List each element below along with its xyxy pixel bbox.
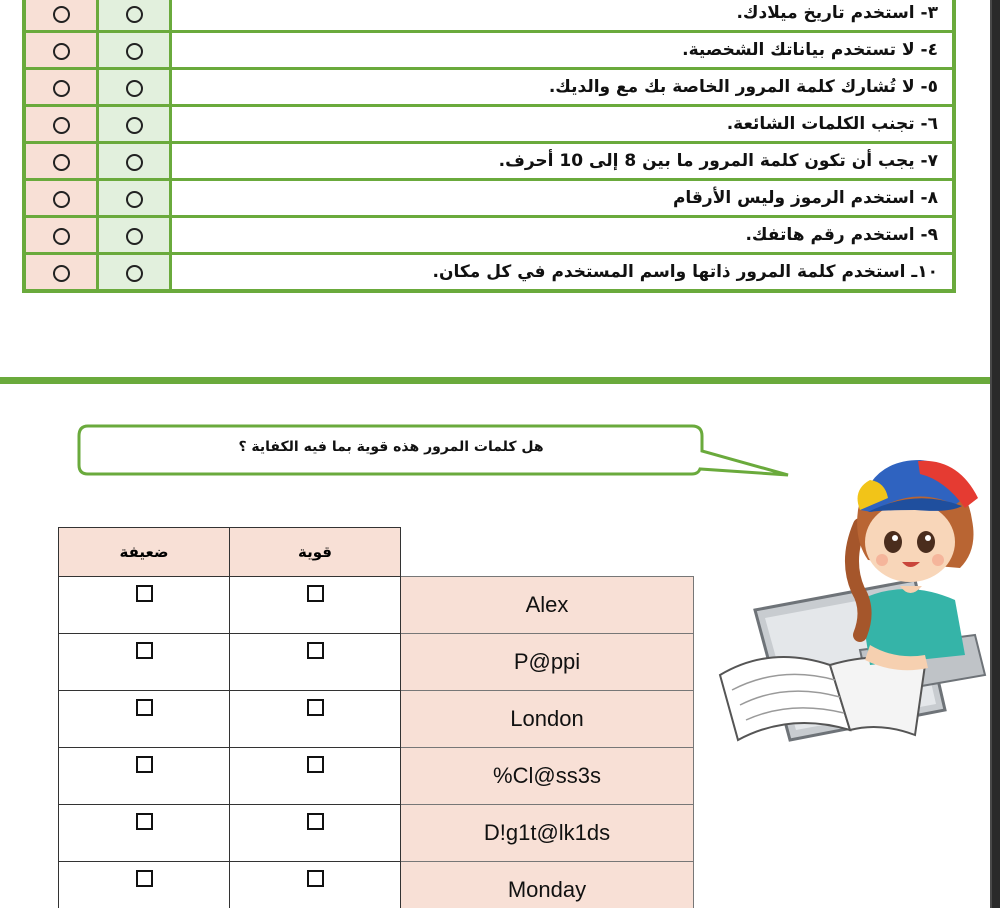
weak-checkbox-cell[interactable]	[59, 862, 230, 908]
weak-checkbox-cell[interactable]	[59, 577, 230, 634]
statement-cell	[171, 106, 955, 143]
statement-cell	[171, 69, 955, 106]
weak-checkbox-cell[interactable]	[59, 805, 230, 862]
checkbox-icon[interactable]	[136, 699, 153, 716]
statement-row	[24, 32, 954, 69]
radio-circle-icon[interactable]	[53, 43, 70, 60]
statement-text: ـ استخدم كلمة المرور ذاتها واسم المستخدم في كل مكان.	[432, 262, 918, 282]
radio-circle-icon[interactable]	[53, 154, 70, 171]
statement-row	[24, 217, 954, 254]
true-option-cell[interactable]	[98, 217, 171, 254]
false-option-cell[interactable]	[24, 106, 98, 143]
password-row	[59, 805, 694, 862]
true-option-cell[interactable]	[98, 254, 171, 292]
false-option-cell[interactable]	[24, 143, 98, 180]
password-cell: %Cl@ss3s	[401, 748, 694, 805]
statement-number: ٤	[927, 40, 938, 60]
statement-text: - تجنب الكلمات الشائعة.	[726, 114, 928, 134]
strong-checkbox-cell[interactable]	[230, 862, 401, 908]
true-option-cell[interactable]	[98, 143, 171, 180]
radio-circle-icon[interactable]	[53, 228, 70, 245]
strong-checkbox-cell[interactable]	[230, 691, 401, 748]
checkbox-icon[interactable]	[307, 870, 324, 887]
password-row	[59, 577, 694, 634]
statement-number: ٣	[927, 3, 938, 23]
statement-number: ١٠	[917, 262, 938, 282]
statement-text: - استخدم الرموز وليس الأرقام	[672, 188, 928, 208]
weak-checkbox-cell[interactable]	[59, 748, 230, 805]
table-header-row	[59, 528, 694, 577]
statement-number: ٨	[927, 188, 938, 208]
password-row	[59, 691, 694, 748]
header-blank-cell	[401, 528, 694, 577]
false-option-cell[interactable]	[24, 254, 98, 292]
header-weak: ضعيفة	[59, 528, 230, 577]
checkbox-icon[interactable]	[307, 699, 324, 716]
header-strong: قوية	[230, 528, 401, 577]
true-option-cell[interactable]	[98, 180, 171, 217]
statement-number: ٩	[927, 225, 938, 245]
password-cell: London	[401, 691, 694, 748]
false-option-cell[interactable]	[24, 32, 98, 69]
password-cell: D!g1t@lk1ds	[401, 805, 694, 862]
password-strength-table	[58, 527, 694, 908]
checkbox-icon[interactable]	[136, 585, 153, 602]
password-cell: P@ppi	[401, 634, 694, 691]
radio-circle-icon[interactable]	[53, 80, 70, 97]
checkbox-icon[interactable]	[136, 813, 153, 830]
checkbox-icon[interactable]	[136, 642, 153, 659]
checkbox-icon[interactable]	[307, 813, 324, 830]
statement-row	[24, 254, 954, 292]
statement-text: - يجب أن تكون كلمة المرور ما بين 8 إلى 10 أحرف.	[498, 151, 928, 171]
statement-row	[24, 69, 954, 106]
false-option-cell[interactable]	[24, 69, 98, 106]
statement-row	[24, 180, 954, 217]
radio-circle-icon[interactable]	[53, 191, 70, 208]
statement-row	[24, 143, 954, 180]
checkbox-icon[interactable]	[136, 870, 153, 887]
statement-text: - استخدم رقم هاتفك.	[745, 225, 928, 245]
radio-circle-icon[interactable]	[126, 265, 143, 282]
radio-circle-icon[interactable]	[126, 43, 143, 60]
checkbox-icon[interactable]	[307, 756, 324, 773]
section-divider	[0, 377, 990, 384]
weak-checkbox-cell[interactable]	[59, 691, 230, 748]
strong-checkbox-cell[interactable]	[230, 805, 401, 862]
statement-text: - لا تستخدم بياناتك الشخصية.	[682, 40, 928, 60]
radio-circle-icon[interactable]	[126, 6, 143, 23]
true-option-cell[interactable]	[98, 69, 171, 106]
true-option-cell[interactable]	[98, 106, 171, 143]
statement-cell	[171, 254, 955, 292]
statement-cell	[171, 217, 955, 254]
password-cell: Alex	[401, 577, 694, 634]
radio-circle-icon[interactable]	[126, 80, 143, 97]
statement-cell	[171, 180, 955, 217]
true-option-cell[interactable]	[98, 0, 171, 32]
checkbox-icon[interactable]	[307, 642, 324, 659]
true-option-cell[interactable]	[98, 32, 171, 69]
password-cell: Monday	[401, 862, 694, 908]
girl-with-laptop-illustration	[710, 450, 990, 750]
statement-cell	[171, 0, 955, 32]
radio-circle-icon[interactable]	[53, 117, 70, 134]
checkbox-icon[interactable]	[136, 756, 153, 773]
statement-number: ٥	[927, 77, 938, 97]
radio-circle-icon[interactable]	[126, 117, 143, 134]
password-row	[59, 862, 694, 908]
radio-circle-icon[interactable]	[53, 265, 70, 282]
strong-checkbox-cell[interactable]	[230, 634, 401, 691]
false-option-cell[interactable]	[24, 217, 98, 254]
speech-bubble	[78, 425, 704, 475]
radio-circle-icon[interactable]	[126, 228, 143, 245]
checkbox-icon[interactable]	[307, 585, 324, 602]
statement-text: - استخدم تاريخ ميلادك.	[736, 3, 928, 23]
password-row	[59, 748, 694, 805]
statement-row	[24, 0, 954, 32]
radio-circle-icon[interactable]	[126, 154, 143, 171]
strong-checkbox-cell[interactable]	[230, 577, 401, 634]
statement-cell	[171, 143, 955, 180]
statement-cell	[171, 32, 955, 69]
false-option-cell[interactable]	[24, 0, 98, 32]
password-row	[59, 634, 694, 691]
page-edge-shadow	[990, 0, 1000, 908]
statement-number: ٧	[927, 151, 938, 171]
radio-circle-icon[interactable]	[126, 191, 143, 208]
statement-text: - لا تُشارك كلمة المرور الخاصة بك مع والديك.	[548, 77, 928, 97]
radio-circle-icon[interactable]	[53, 6, 70, 23]
weak-checkbox-cell[interactable]	[59, 634, 230, 691]
statement-row	[24, 106, 954, 143]
true-false-table	[22, 0, 956, 293]
strong-checkbox-cell[interactable]	[230, 748, 401, 805]
false-option-cell[interactable]	[24, 180, 98, 217]
statement-number: ٦	[927, 114, 938, 134]
question-text: هل كلمات المرور هذه قوية بما فيه الكفاية ؟	[238, 439, 544, 455]
